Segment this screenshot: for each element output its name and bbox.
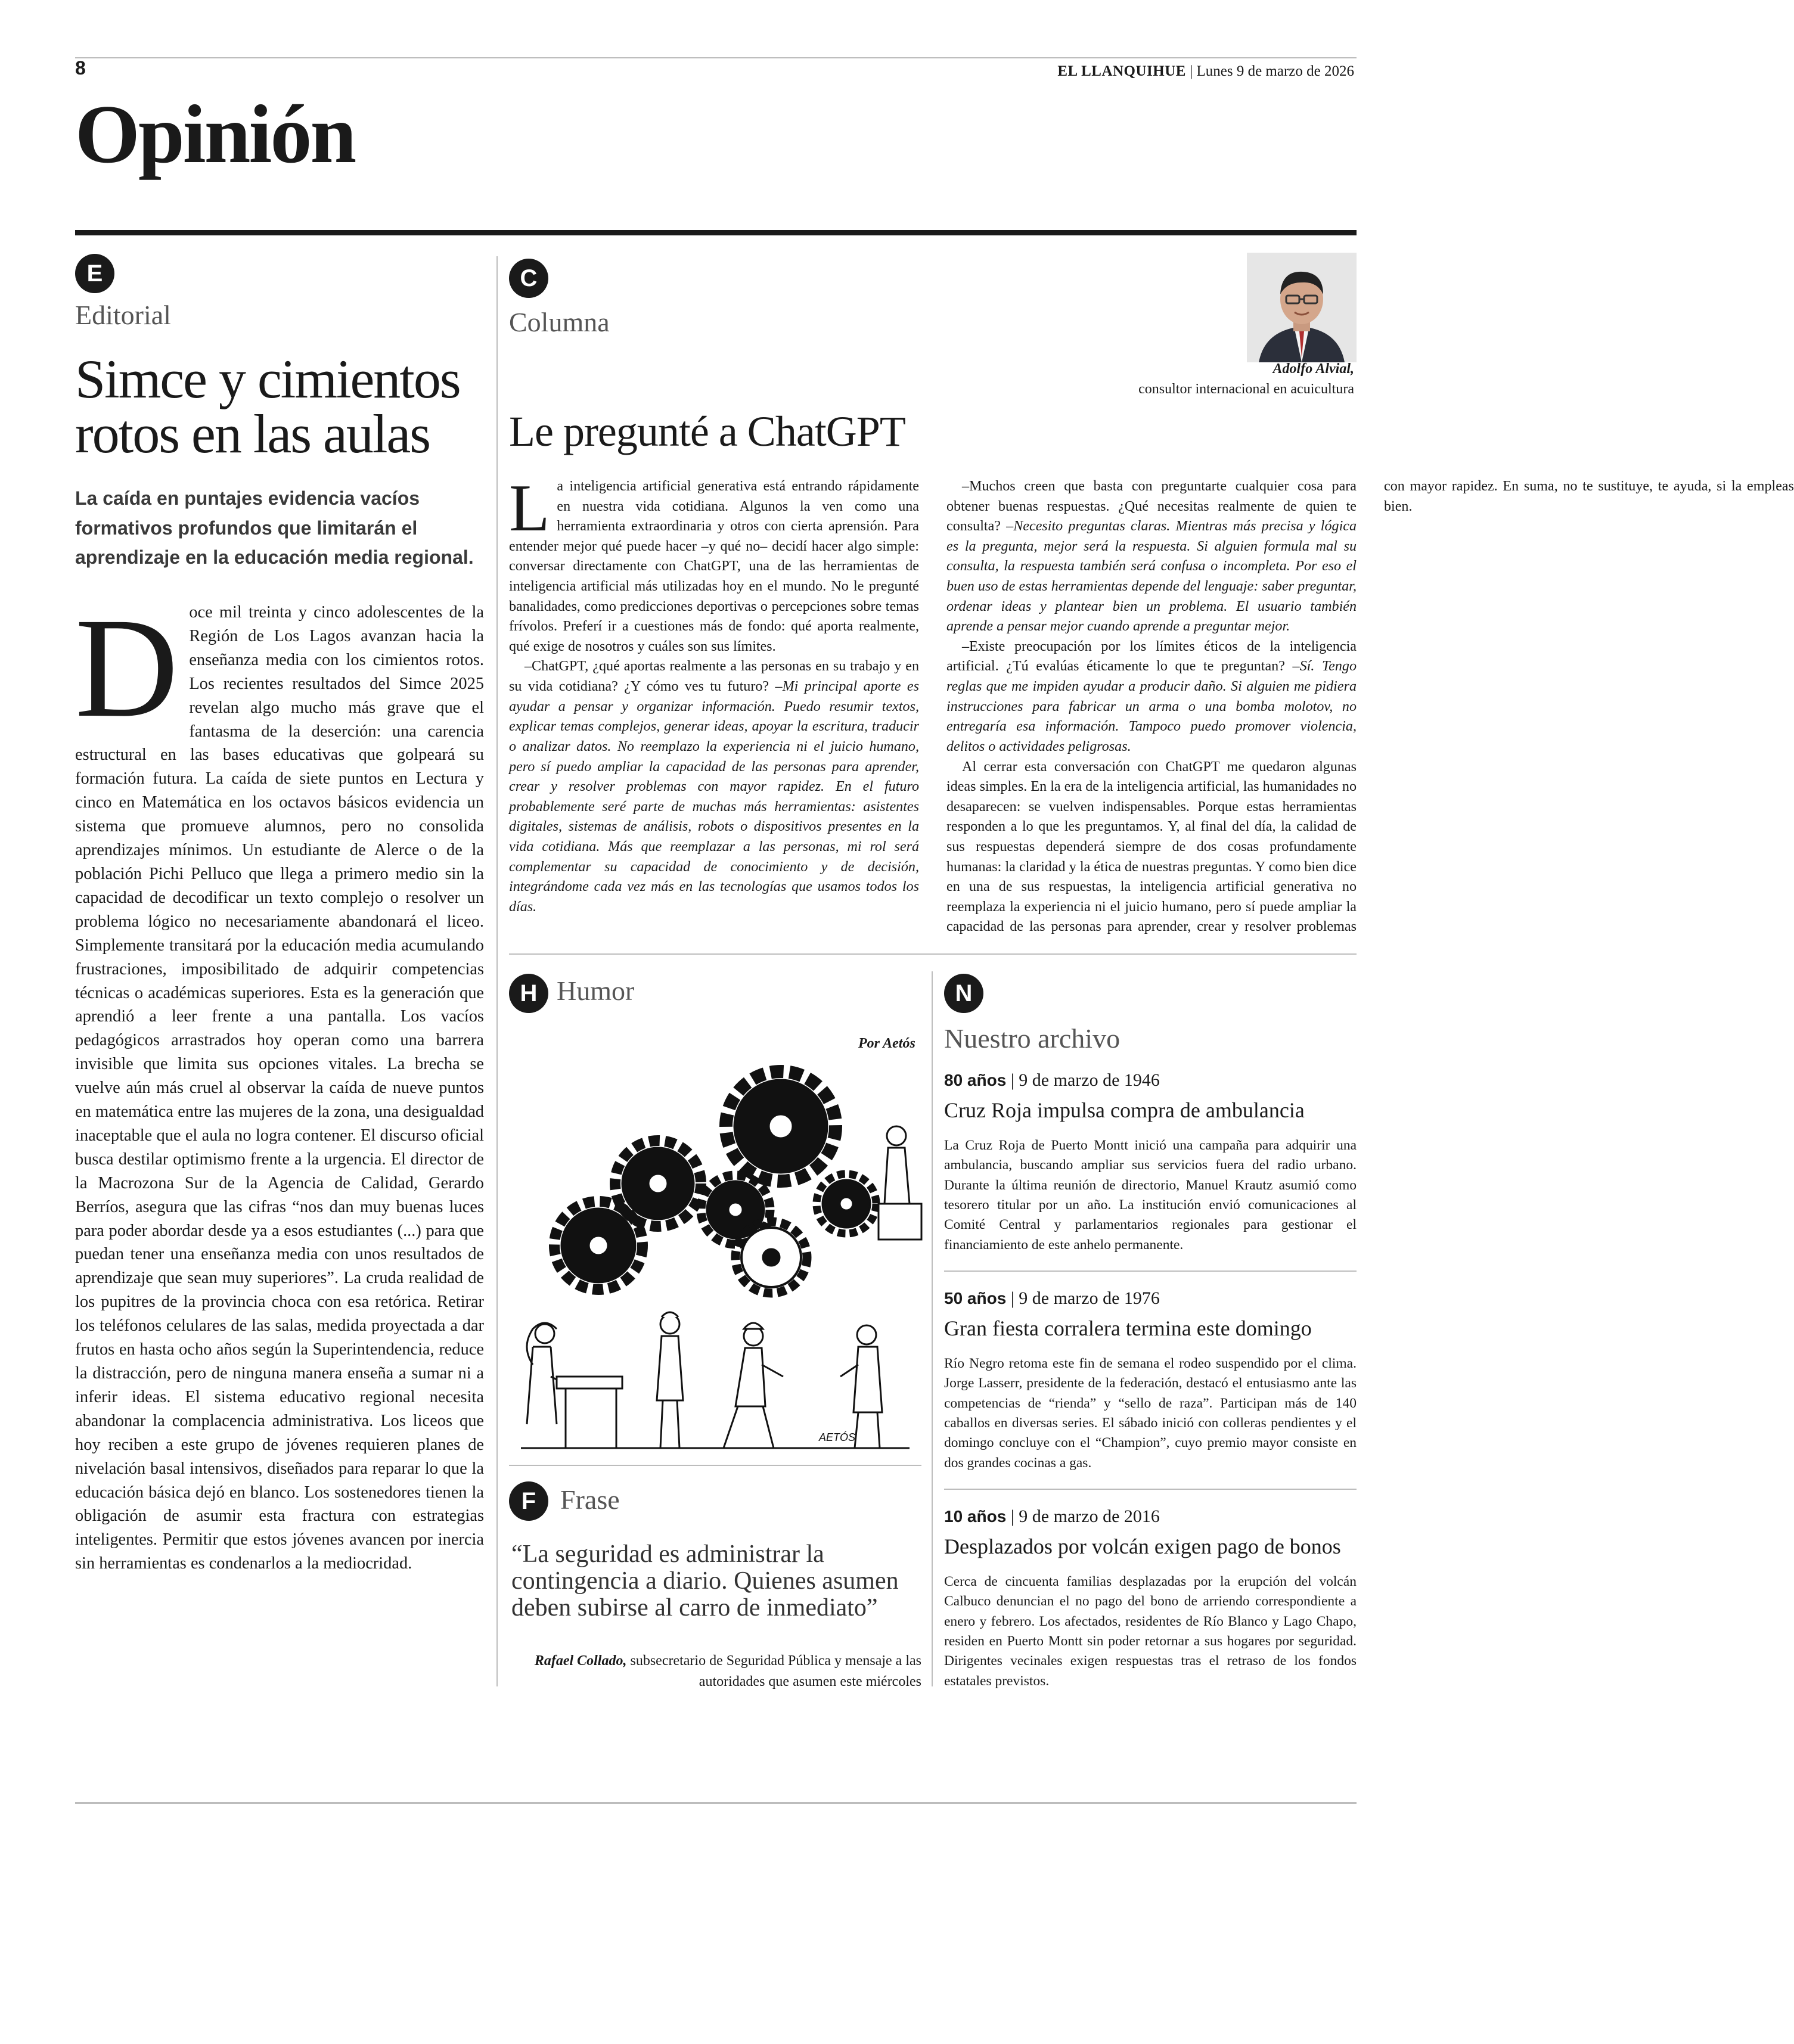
frase-attribution — [492, 1651, 921, 1692]
archive-item-title: Desplazados por volcán exigen pago de bonos — [944, 1534, 1341, 1558]
author-name: Adolfo Alvial, — [1272, 361, 1354, 377]
archive-item-date: 50 años | 9 de marzo de 1976 — [944, 1288, 1160, 1308]
bottom-rule — [75, 1802, 1357, 1804]
frase-top-rule — [509, 1465, 921, 1466]
archive-item-body: Cerca de cincuenta familias desplazadas por la erupción del volcán Calbuco denuncian el no pago del bono de arriendo correspondiente a enero y febrero. Los afectados, residentes de Río Blanco y Lago Chapo, residen en Puerto Montt sin poder retornar a sus hogares por seguridad. Dirigentes vecinales exigen respuestas tras el retraso de los fondos estatales previstos. — [944, 1574, 1357, 1689]
column-paragraph: Al cerrar esta conversación con ChatGPT me quedaron algunas ideas simples. En la era de la inteligencia artificial, las humanidades no desaparecen: se vuelven indispensables. Porque estas herramientas responden a lo que les preguntamos. Y, al final del día, la calidad de sus respuestas dependerá siempre de dos cosas profundamente humanas: la claridad y la ética de nuestras preguntas. Y como bien dice en una de sus respuestas, la inteligencia artificial generativa no reemplaza la experiencia ni el juicio humano, pero sí puede ampliar la capacidad de las personas para aprender, crear y resolver problemas con mayor rapidez. En suma, no te sustituye, te ayuda, si la empleas bien. — [946, 479, 1794, 935]
humor-kicker: Humor — [557, 976, 635, 1006]
editorial-kicker: Editorial — [75, 300, 171, 330]
archive-divider — [944, 1270, 1357, 1272]
archive-item-date: 10 años | 9 de marzo de 2016 — [944, 1506, 1160, 1526]
cartoon-illustration — [509, 1067, 921, 1454]
masthead: EL LLANQUIHUE | Lunes 9 de marzo de 2026 — [1057, 63, 1354, 79]
archivo-kicker: Nuestro archivo — [944, 1023, 1121, 1054]
author-portrait — [1247, 253, 1357, 362]
column-dropcap: L — [509, 471, 550, 545]
frase-badge: F — [509, 1481, 548, 1521]
frase-kicker: Frase — [560, 1484, 620, 1515]
archive-divider — [944, 1489, 1357, 1490]
column-kicker: Columna — [509, 307, 610, 337]
section-title: Opinión — [75, 88, 355, 181]
cartoon-signature: AETÓS — [819, 1431, 856, 1443]
page-number: 8 — [75, 57, 86, 79]
archivo-badge: N — [944, 974, 983, 1013]
humor-cartoon — [509, 1067, 921, 1454]
column-title: Le pregunté a ChatGPT — [509, 408, 905, 455]
humor-badge: H — [509, 974, 548, 1013]
section-rule — [75, 230, 1357, 235]
humor-archive-divider — [932, 971, 933, 1686]
newspaper-name: EL LLANQUIHUE — [1057, 63, 1186, 79]
editorial-badge: E — [75, 254, 114, 293]
editorial-body — [75, 588, 484, 1576]
column-bottom-rule — [509, 953, 1357, 955]
humor-byline: Por Aetós — [858, 1036, 915, 1051]
author-role: consultor internacional en acuicultura — [1138, 381, 1354, 397]
column-body — [509, 471, 1794, 944]
column-paragraph: La inteligencia artificial generativa está entrando rápidamente en nuestra vida cotidiana. Algunos la ven como una herramienta extraordinaria y otros con cierta aprensión. Para entender mejor qué puede hacer –y qué no– decidí hacer algo simple: conversar directamente con ChatGPT, una de las herramientas de inteligencia artificial más utilizadas hoy en el mundo. No le pregunté banalidades, como predicciones deportivas o percepciones sobre temas frívolos. Preferí ir a cuestiones más de fondo: qué aporta realmente, qué exige de nosotros y cuáles son sus límites. — [509, 471, 919, 654]
issue-date: Lunes 9 de marzo de 2026 — [1196, 63, 1354, 79]
frase-attr-text: subsecretario de Seguridad Pública y mensaje a las autoridades que asumen este miércoles — [626, 1653, 921, 1689]
archive-item-body: Río Negro retoma este fin de semana el rodeo suspendido por el clima. Jorge Lasserr, presidente de la federación, destacó el entusiasmo ante las competencias de “rienda” y “sello de raza”. Participan más de 140 caballos en diversas series. El sábado inició con colleras pendientes y el domingo concluye con el “Champion”, cuyo premio mayor consiste en dos grandes cocinas a gas. — [944, 1356, 1357, 1471]
column-paragraph: –ChatGPT, ¿qué aportas realmente a las personas en su trabajo y en su vida cotidiana? ¿Y cómo ves tu futuro? –Mi principal aporte es ayudar a pensar y organizar información. Puedo resumir textos, explicar temas complejos, generar ideas, apoyar la escritura, traducir o analizar datos. No reemplazo la experiencia ni el juicio humano, pero sí puedo ampliar la capacidad de las personas para aprender, crear y resolver problemas con mayor rapidez. En el futuro probablemente seré parte de muchas más herramientas: asistentes digitales, sistemas de análisis, robots o dispositivos presentes en la vida cotidiana. Más que reemplazar a las personas, mi rol será complementar su capacidad de conocimiento y de decisión, integrándome cada vez más en las tecnologías que usamos todos los días. — [509, 658, 919, 915]
archive-item-title: Gran fiesta corralera termina este domingo — [944, 1316, 1312, 1340]
archive-item-title: Cruz Roja impulsa compra de ambulancia — [944, 1098, 1305, 1122]
author-photo — [1247, 253, 1357, 362]
archive-item-body: La Cruz Roja de Puerto Montt inició una campaña para adquirir una ambulancia, buscando ampliar sus servicios fuera del radio urbano. Durante la última reunión de directorio, Manuel Krautz asumió como tesorero titular por un año. La institución envió comunicaciones al Comité Central y parlamentarios regionales para gestionar el financiamiento de este anhelo permanente. — [944, 1138, 1357, 1253]
frase-quote: “La seguridad es administrar la contingencia a diario. Quienes asumen deben subirse al carro de inmediato” — [511, 1540, 899, 1621]
column-badge: C — [509, 259, 548, 298]
editorial-lede: La caída en puntajes evidencia vacíos formativos profundos que limitarán el aprendizaje en la educación media regional. — [75, 487, 474, 569]
editorial-dropcap: D — [75, 588, 179, 747]
editorial-title: Simce y cimientos rotos en las aulas — [75, 349, 460, 464]
editorial-text: oce mil treinta y cinco adolescentes de la Región de Los Lagos avanzan hacia la enseñanza media con los cimientos rotos. Los recientes resultados del Simce 2025 revelan algo mucho más grave que el fantasma de la deserción: una carencia estructural en las bases educativas que golpeará su formación futura. La caída de siete puntos en Lectura y cinco en Matemática en los octavos básicos evidencia un sistema que promueve alumnos, pero no consolida aprendizajes mínimos. Un estudiante de Alerce o de la población Pichi Pelluco que llega a primero medio sin la capacidad de decodificar un texto complejo o resolver un problema lógico no necesariamente abandonará el liceo. Simplemente transitará por la educación media acumulando frustraciones, imposibilitado de adquirir competencias técnicas o académicas superiores. Esta es la generación que aprendió a leer frente a una pantalla. Los vacíos pedagógicos arrastrados hoy operan como una barrera invisible que limita sus opciones vitales. La brecha se vuelve aún más cruel al observar la caída de nueve puntos en matemática entre las mujeres de la zona, una desigualdad inaceptable que el aula no logra contener. El discurso oficial busca destilar optimismo frente a la urgencia. El director de la Macrozona Sur de la Agencia de Calidad, Gerardo Berríos, asegura que las cifras “nos dan muy buenas luces para poder abordar desde ya a esos estudiantes (...) para que puedan tener una enseñanza media con unos resultados de aprendizaje que sean muy superiores”. La cruda realidad de los pupitres de la provincia choca con esa retórica. Retirar los teléfonos celulares de las salas, medida proyectada a dar frutos en hasta ocho años según la Superintendencia, reduce la distracción, pero de ninguna manera enseña a sumar ni a inferir ideas. El sistema educativo regional necesita abandonar la complacencia administrativa. Los liceos que hoy reciben a este grupo de jóvenes requieren planes de nivelación basal intensivos, diseñados para reparar lo que la educación básica dejó en blanco. Los sostenedores tienen la obligación de asumir esta fractura con estrategias inteligentes. Permitir que estos jóvenes avancen por inercia sin herramientas es condenarlos a la mediocridad. — [75, 603, 484, 1573]
column-divider — [496, 256, 498, 1686]
top-rule — [75, 57, 1357, 58]
column-paragraph: –Muchos creen que basta con preguntarte cualquier cosa para obtener buenas respuestas. ¿Qué necesitas realmente de quien te consulta? –Necesito preguntas claras. Mientras más precisa y lógica es la pregunta, mejor será la respuesta. Si alguien formula mal su consulta, la respuesta también será confusa o incompleta. Por eso el buen uso de estas herramientas depende del lenguaje: saber preguntar, ordenar ideas y plantear bien un problema. El usuario también aprende a pensar mejor cuando aprende a preguntar mejor. — [946, 479, 1357, 635]
column-paragraph: –Existe preocupación por los límites éticos de la inteligencia artificial. ¿Tú evalúas éticamente lo que te preguntan? –Sí. Tengo reglas que me impiden ayudar a producir daño. Si alguien me pidiera instrucciones para fabricar un arma o una bomba molotov, no entregaría esa información. Tampoco puedo promover violencia, delitos o actividades peligrosas. — [946, 638, 1357, 754]
frase-attr-name: Rafael Collado, — [534, 1653, 627, 1669]
archive-item-date: 80 años | 9 de marzo de 1946 — [944, 1070, 1160, 1090]
